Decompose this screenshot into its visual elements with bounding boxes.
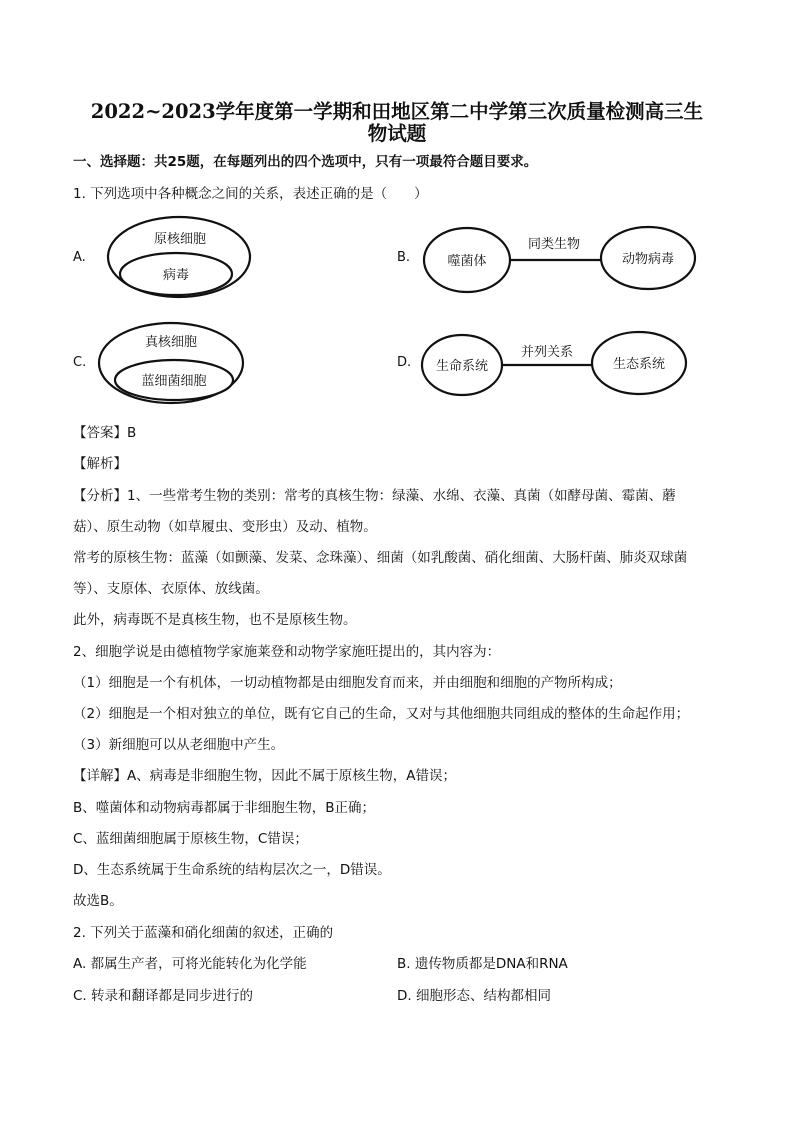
option-a-diagram <box>100 212 260 302</box>
question-1-stem: 1. 下列选项中各种概念之间的关系，表述正确的是（ ） <box>73 186 428 202</box>
detail-line: C、蓝细菌细胞属于原核生物，C错误； <box>73 831 308 847</box>
detail-line: 故选B。 <box>73 893 123 909</box>
question-2-option-a: A. 都属生产者，可将光能转化为化学能 <box>73 956 307 972</box>
analysis-tag: 【解析】 <box>73 456 127 472</box>
question-2-stem: 2. 下列关于蓝藻和硝化细菌的叙述，正确的 <box>73 925 334 941</box>
section-heading: 一、选择题：共25题，在每题列出的四个选项中，只有一项最符合题目要求。 <box>73 154 538 170</box>
analysis-line: 2、细胞学说是由德植物学家施莱登和动物学家施旺提出的，其内容为： <box>73 644 501 660</box>
analysis-line: 菇）、原生动物（如草履虫、变形虫）及动、植物。 <box>73 519 377 535</box>
option-b-right-label: 动物病毒 <box>621 252 675 267</box>
option-c-letter: C. <box>73 355 87 370</box>
detail-line: 【详解】A、病毒是非细胞生物，因此不属于原核生物，A错误； <box>73 768 456 784</box>
option-a-outer-label: 原核细胞 <box>153 232 207 247</box>
option-b-diagram <box>420 220 700 300</box>
option-c-inner-label: 蓝细菌细胞 <box>141 374 207 389</box>
option-b-left-label: 噬菌体 <box>447 254 487 269</box>
option-c-outer-label: 真核细胞 <box>144 335 198 350</box>
analysis-line: 【分析】1、一些常考生物的类别：常考的真核生物：绿藻、水绵、衣藻、真菌（如酵母菌、霉菌、蘑 <box>73 488 676 504</box>
analysis-line: 常考的原核生物：蓝藻（如颤藻、发菜、念珠藻）、细菌（如乳酸菌、硝化细菌、大肠杆菌、肺炎双球菌 <box>73 550 688 566</box>
question-2-option-d: D. 细胞形态、结构都相同 <box>397 988 551 1004</box>
detail-line: D、生态系统属于生命系统的结构层次之一，D错误。 <box>73 862 391 878</box>
option-d-left-label: 生命系统 <box>435 359 489 374</box>
detail-line: B、噬菌体和动物病毒都属于非细胞生物，B正确； <box>73 800 376 816</box>
option-b-link-label: 同类生物 <box>527 237 581 252</box>
page-title-line1: 2022~2023学年度第一学期和田地区第二中学第三次质量检测高三生 <box>90 100 704 123</box>
option-d-link-label: 并列关系 <box>520 345 574 360</box>
option-b-letter: B. <box>397 250 411 265</box>
page-title-line2: 物试题 <box>367 122 427 145</box>
option-c-diagram <box>93 318 253 408</box>
question-2-option-c: C. 转录和翻译都是同步进行的 <box>73 988 254 1004</box>
analysis-line: 此外，病毒既不是真核生物，也不是原核生物。 <box>73 612 357 628</box>
option-d-letter: D. <box>397 355 412 370</box>
option-a-letter: A. <box>73 250 86 265</box>
option-d-diagram <box>418 330 693 402</box>
analysis-line: （3）新细胞可以从老细胞中产生。 <box>73 737 285 753</box>
option-a-inner-label: 病毒 <box>162 268 190 283</box>
analysis-line: 等）、支原体、衣原体、放线菌。 <box>73 581 269 597</box>
analysis-line: （2）细胞是一个相对独立的单位，既有它自己的生命，又对与其他细胞共同组成的整体的生命起作用； <box>73 706 690 722</box>
question-2-option-b: B. 遗传物质都是DNA和RNA <box>397 956 568 972</box>
answer-line: 【答案】B <box>73 425 137 441</box>
option-d-right-label: 生态系统 <box>612 357 666 372</box>
analysis-line: （1）细胞是一个有机体，一切动植物都是由细胞发育而来，并由细胞和细胞的产物所构成； <box>73 675 622 691</box>
